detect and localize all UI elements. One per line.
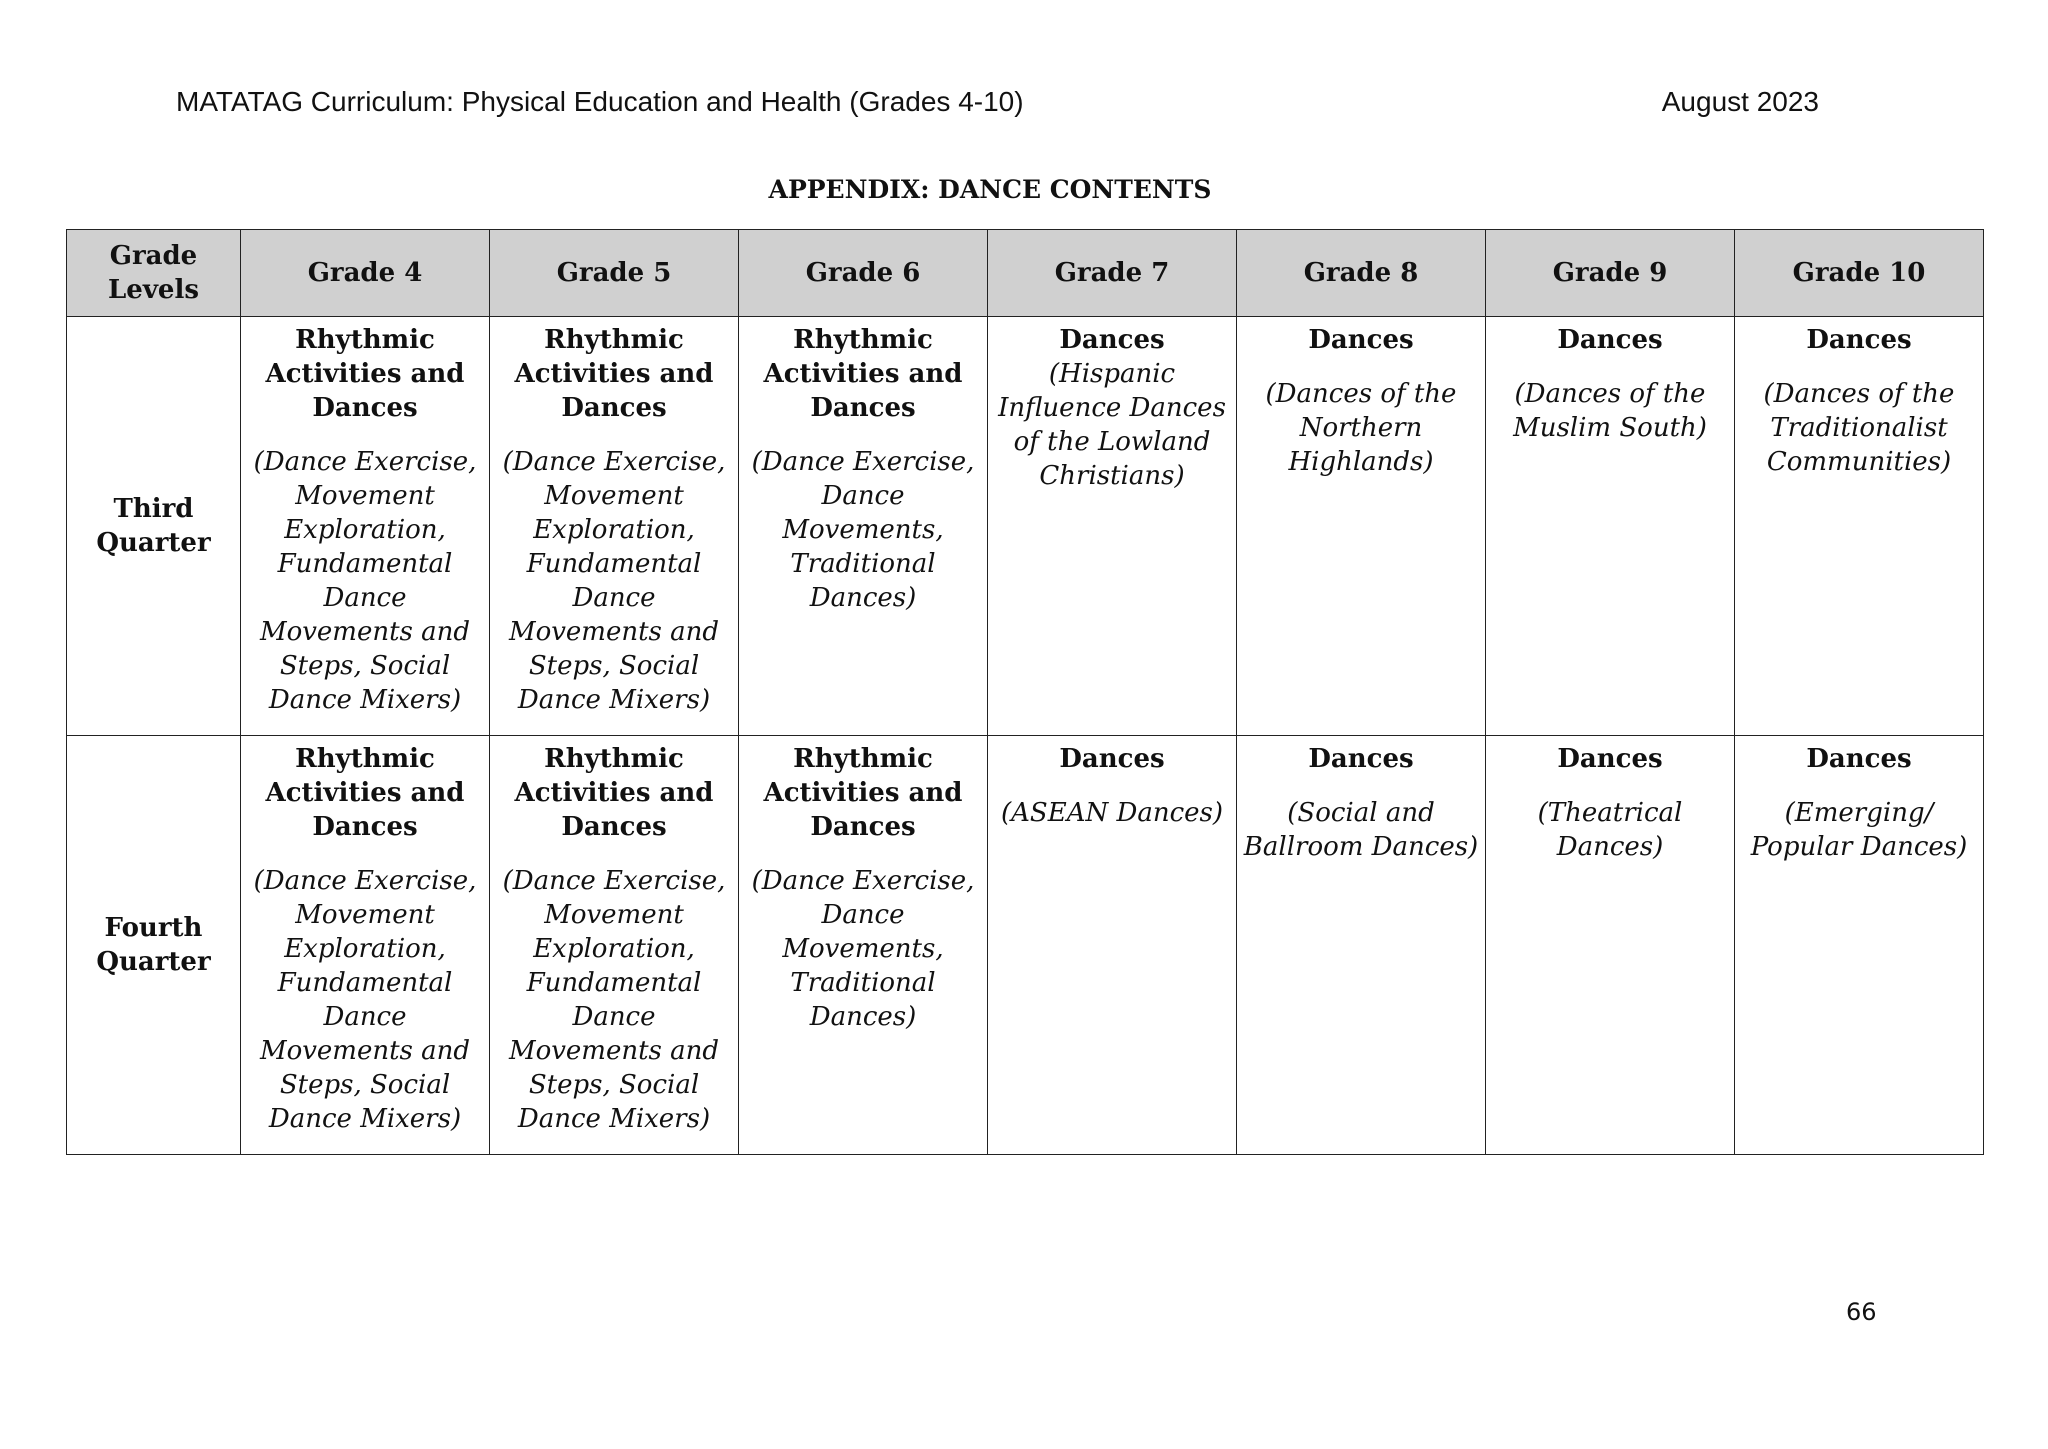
- table-header-row: [67, 230, 1984, 317]
- column-header-grade-10: Grade 10: [1735, 230, 1984, 317]
- cell-description: (Dances of the Traditionalist Communities): [1763, 379, 1955, 477]
- table-cell: [490, 317, 739, 736]
- cell-description: (ASEAN Dances): [1000, 798, 1224, 828]
- cell-heading: Rhythmic Activities and Dances: [514, 744, 714, 842]
- table-cell: [241, 317, 490, 736]
- table-row-fourth-quarter: [67, 736, 1984, 1155]
- cell-description: (Dance Exercise, Movement Exploration, Fundamental Dance Movements and Steps, Social Dance Mixers): [253, 866, 477, 1134]
- cell-description: (Social and Ballroom Dances): [1243, 798, 1479, 862]
- cell-description: (Dance Exercise, Movement Exploration, Fundamental Dance Movements and Steps, Social Dance Mixers): [253, 447, 477, 715]
- cell-description: (Theatrical Dances): [1537, 798, 1683, 862]
- row-header-third-quarter: Third Quarter: [67, 317, 241, 736]
- cell-heading: Dances: [1806, 325, 1912, 355]
- table-cell: [1735, 736, 1984, 1155]
- grade-levels-header: Grade Levels: [67, 230, 241, 317]
- document-header-date: August 2023: [1661, 86, 1819, 117]
- table-cell: [1237, 317, 1486, 736]
- table-cell: [1486, 736, 1735, 1155]
- page-number: 66: [1846, 1298, 1877, 1326]
- cell-heading: Dances: [1308, 325, 1414, 355]
- cell-heading: Rhythmic Activities and Dances: [265, 744, 465, 842]
- column-header-grade-9: Grade 9: [1486, 230, 1735, 317]
- cell-description: (Dance Exercise, Movement Exploration, Fundamental Dance Movements and Steps, Social Dance Mixers): [502, 447, 726, 715]
- table-cell: [988, 317, 1237, 736]
- table-cell: [739, 736, 988, 1155]
- document-header-title: MATATAG Curriculum: Physical Education and Health (Grades 4-10): [176, 86, 1024, 117]
- column-header-grade-5: Grade 5: [490, 230, 739, 317]
- table-cell: [739, 317, 988, 736]
- cell-heading: Dances: [1557, 744, 1663, 774]
- cell-heading: Dances: [1059, 744, 1165, 774]
- cell-description: (Dances of the Muslim South): [1513, 379, 1707, 443]
- cell-description: (Emerging/ Popular Dances): [1750, 798, 1968, 862]
- cell-description: (Dance Exercise, Dance Movements, Traditional Dances): [751, 866, 975, 1032]
- column-header-grade-6: Grade 6: [739, 230, 988, 317]
- cell-heading: Rhythmic Activities and Dances: [763, 325, 963, 423]
- table-cell: [1735, 317, 1984, 736]
- column-header-grade-8: Grade 8: [1237, 230, 1486, 317]
- cell-heading: Dances: [1308, 744, 1414, 774]
- column-header-grade-7: Grade 7: [988, 230, 1237, 317]
- table-cell: [490, 736, 739, 1155]
- cell-description: (Dances of the Northern Highlands): [1265, 379, 1457, 477]
- table-cell: [1486, 317, 1735, 736]
- table-row-third-quarter: [67, 317, 1984, 736]
- cell-heading: Rhythmic Activities and Dances: [514, 325, 714, 423]
- appendix-title: APPENDIX: DANCE CONTENTS: [768, 175, 1212, 204]
- row-header-fourth-quarter: Fourth Quarter: [67, 736, 241, 1155]
- column-header-grade-4: Grade 4: [241, 230, 490, 317]
- cell-description: (Dance Exercise, Movement Exploration, Fundamental Dance Movements and Steps, Social Dance Mixers): [502, 866, 726, 1134]
- cell-heading: Rhythmic Activities and Dances: [265, 325, 465, 423]
- cell-description: (Dance Exercise, Dance Movements, Traditional Dances): [751, 447, 975, 613]
- dance-contents-table: [66, 229, 1984, 1155]
- table-cell: [988, 736, 1237, 1155]
- cell-heading: Dances: [1806, 744, 1912, 774]
- cell-heading: Dances: [1557, 325, 1663, 355]
- cell-heading: Dances: [1059, 325, 1165, 355]
- table-cell: [241, 736, 490, 1155]
- table-cell: [1237, 736, 1486, 1155]
- cell-description: (Hispanic Influence Dances of the Lowland Christians): [998, 359, 1226, 491]
- cell-heading: Rhythmic Activities and Dances: [763, 744, 963, 842]
